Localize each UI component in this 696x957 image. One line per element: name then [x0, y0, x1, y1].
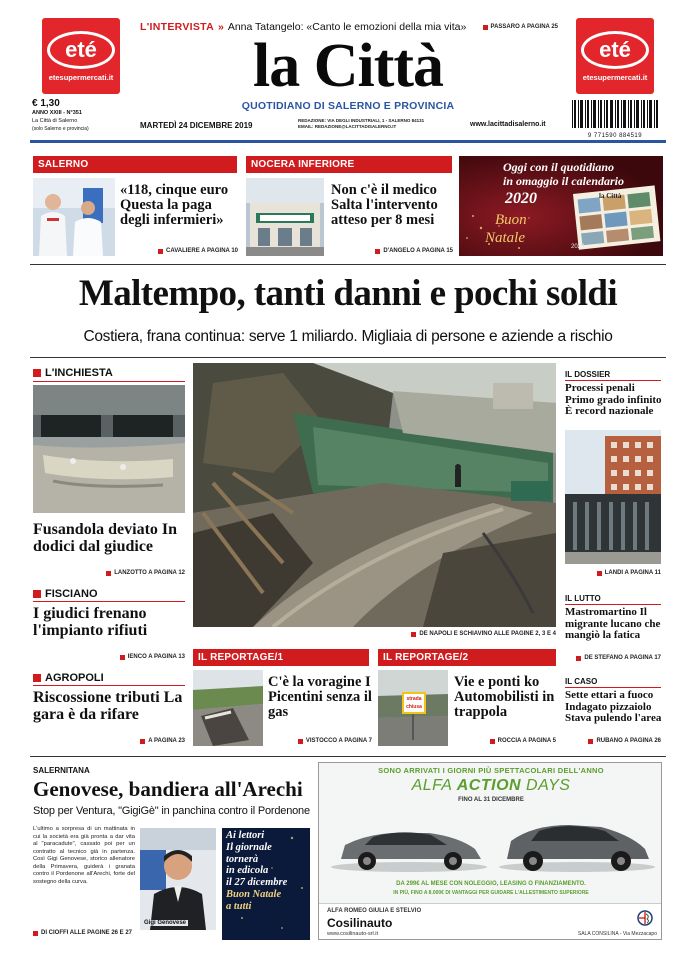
ete-logo-left-sub: etesupermercati.it: [48, 72, 114, 82]
ad-brand-c: DAYS: [526, 777, 571, 794]
promo-brand: la Città: [599, 192, 622, 200]
headline-lutto[interactable]: Mastromartino Il migrante lucano che mangiò la fatica: [565, 606, 661, 642]
issue-note: La Città di Salerno: [32, 118, 78, 124]
section-label-fisciano: FISCIANO: [33, 588, 98, 600]
section-label-reportage-2: IL REPORTAGE/2: [378, 649, 556, 666]
dossier-rule: [565, 380, 661, 381]
section-label-reportage-1: IL REPORTAGE/1: [193, 649, 369, 666]
address-line-1: REDAZIONE: VIA DEGLI INDUSTRIALI, 1 - SALERNO 84131: [298, 118, 425, 123]
ad-offer-2: IN PIÙ, FINO A 8.000€ DI VANTAGGI PER GUIDARE L'ALLESTIMENTO SUPERIORE: [393, 890, 589, 896]
photo-nurses: [33, 178, 115, 256]
headline-inchiesta[interactable]: Fusandola deviato In dodici dal giudice: [33, 521, 178, 555]
notice-box: [222, 828, 310, 940]
credit-inchiesta: LANZOTTO A PAGINA 12: [33, 570, 185, 576]
promo-year-small: 2020: [571, 244, 585, 250]
section-label-inchiesta: L'INCHIESTA: [33, 367, 113, 379]
ad-dealer: Cosilinauto: [327, 916, 393, 930]
ad-until: FINO AL 31 DICEMBRE: [458, 797, 524, 803]
credit-agropoli: A PAGINA 23: [33, 738, 185, 744]
ete-logo-right-text: eté: [581, 31, 649, 69]
issue-note-2: (solo Salerno e provincia): [32, 126, 89, 132]
promo-greeting-1: Buon: [495, 212, 527, 228]
section-label-salerno: SALERNO: [33, 156, 237, 173]
notice-line-6: Buon Natale: [226, 888, 282, 900]
masthead-website[interactable]: www.lacittadisalerno.it: [470, 121, 546, 128]
ad-brand-a: ALFA: [411, 777, 452, 794]
credit-dossier: LANDI A PAGINA 11: [565, 570, 661, 576]
promo-line-2: in omaggio il calendario: [503, 174, 625, 188]
section-label-nocera: NOCERA INFERIORE: [246, 156, 452, 173]
photo-hospital: [246, 178, 324, 256]
ete-logo-right[interactable]: [576, 18, 654, 94]
ad-footer: [319, 903, 662, 940]
ad-top-line: SONO ARRIVATI I GIORNI PIÙ SPETTACOLARI DELL'ANNO: [378, 766, 604, 775]
headline-dossier[interactable]: Processi penali Primo grado infinito È record nazionale: [565, 382, 662, 418]
notice-line-3: tornerà: [226, 853, 259, 865]
ete-logo-right-sub: etesupermercati.it: [582, 72, 648, 82]
ete-logo-left-text: eté: [47, 31, 115, 69]
notice-line-5: il 27 dicembre: [226, 877, 288, 888]
sign-text-1: strada: [406, 696, 422, 702]
masthead-title: la Città: [252, 32, 444, 100]
credit-nocera: D'ANGELO A PAGINA 15: [331, 248, 453, 254]
teaser-ref: PASSARO A PAGINA 25: [483, 24, 558, 30]
notice-line-7: a tutti: [226, 900, 252, 912]
masthead-rule: [30, 140, 666, 143]
ad-brand-b: ACTION: [456, 777, 522, 794]
promo-greeting-2: Natale: [485, 230, 525, 246]
photo-genovese: [140, 828, 216, 930]
photo-sinkhole: [193, 670, 263, 746]
credit-sport: DI CIOFFI ALLE PAGINE 26 E 27: [33, 930, 135, 936]
sport-body: L'ultimo a sorpresa di un mattinata in cui la società era già pronta a dar vita al "paracadute", cassato poi per un contratto al tecnico già in partenza. Così Gigi Genovese, storico allenatore della Primavera, guiderà i granata contro il Pordenone all'Arechi, forte del sostegno della curva.: [33, 826, 135, 885]
sign-text-2: chiusa: [406, 704, 422, 710]
section-label-lutto: IL LUTTO: [565, 594, 601, 603]
headline-nocera[interactable]: Non c'è il medico Salta l'intervento atteso per 8 mesi: [331, 182, 438, 229]
masthead-date: MARTEDÌ 24 DICEMBRE 2019: [140, 121, 253, 130]
issue-number: ANNO XXIII - N°351: [32, 110, 82, 116]
promo-line-1: Oggi con il quotidiano: [503, 160, 615, 174]
lead-rule: [30, 357, 666, 358]
promo-calendar[interactable]: [459, 156, 663, 256]
lutto-rule: [565, 604, 661, 605]
ad-cars: [319, 805, 662, 875]
photo-caption-genovese: Gigi Genovese: [144, 920, 187, 926]
section-label-agropoli: AGROPOLI: [33, 672, 104, 684]
headline-reportage-1[interactable]: C'è la voragine I Picentini senza il gas: [268, 674, 372, 721]
lead-headline[interactable]: Maltempo, tanti danni e pochi soldi: [78, 273, 618, 314]
credit-reportage-1: VISTOCCO A PAGINA 7: [268, 738, 372, 744]
price: € 1,30: [32, 98, 60, 109]
masthead-subtitle: QUOTIDIANO DI SALERNO E PROVINCIA: [241, 100, 455, 112]
credit-reportage-2: ROCCIA A PAGINA 5: [454, 738, 556, 744]
ad-dealer-city: SALA CONSILINA - Via Mezzacapo: [577, 931, 657, 937]
headline-caso[interactable]: Sette ettari a fuoco Indagato pizzaiolo Stava pulendo l'area: [565, 689, 662, 725]
ad-alfa-romeo[interactable]: [318, 762, 662, 940]
inchiesta-rule: [33, 381, 185, 382]
agropoli-rule: [33, 685, 185, 686]
photo-courthouse: [565, 430, 661, 564]
ad-offer: DA 299€ AL MESE CON NOLEGGIO, LEASING O FINANZIAMENTO.: [396, 881, 586, 887]
ad-models: ALFA ROMEO GIULIA E STELVIO: [327, 908, 422, 914]
top-row-rule: [30, 264, 666, 265]
teaser-label: L'INTERVISTA: [140, 21, 214, 33]
barcode-icon: [570, 100, 660, 128]
headline-salerno[interactable]: «118, cinque euro Questa la paga degli infermieri»: [120, 182, 229, 229]
teaser-arrows-icon: »: [217, 21, 224, 33]
lead-subhead: Costiera, frana continua: serve 1 miliardo. Migliaia di persone e aziende a rischio: [83, 328, 613, 345]
section-label-caso: IL CASO: [565, 677, 598, 686]
lead-photo-landslide[interactable]: [193, 363, 556, 627]
headline-agropoli[interactable]: Riscossione tributi La gara è da rifare: [33, 689, 183, 723]
photo-closed-road: [378, 670, 448, 746]
ad-brand-line: [319, 777, 662, 795]
credit-lead-photo: DE NAPOLI E SCHIAVINO ALLE PAGINE 2, 3 E 4: [380, 631, 556, 637]
section-label-salernitana: SALERNITANA: [33, 766, 90, 775]
headline-reportage-2[interactable]: Vie e ponti ko Automobilisti in trappola: [454, 674, 555, 721]
subhead-sport: Stop per Ventura, "GigiGè" in panchina contro il Pordenone: [33, 805, 310, 817]
middle-rule: [30, 756, 666, 757]
ete-logo-left[interactable]: [42, 18, 120, 94]
notice-text: [226, 830, 308, 912]
credit-lutto: DE STEFANO A PAGINA 17: [565, 655, 661, 661]
headline-sport[interactable]: Genovese, bandiera all'Arechi: [33, 777, 303, 801]
fisciano-rule: [33, 601, 185, 602]
notice-line-1: Ai lettori: [226, 830, 265, 841]
notice-line-2: Il giornale: [226, 841, 272, 853]
credit-caso: RUBANO A PAGINA 26: [565, 738, 661, 744]
barcode-number: 9 771590 884519: [587, 133, 643, 139]
barcode: [570, 100, 660, 139]
headline-fisciano[interactable]: I giudici frenano l'impianto rifiuti: [33, 605, 148, 639]
ad-dealer-web[interactable]: www.cosilinauto-srl.it: [327, 931, 379, 937]
section-label-dossier: IL DOSSIER: [565, 370, 611, 379]
address-line-2: EMAIL: REDAZIONE@LACITTADISALERNO.IT: [298, 124, 397, 130]
photo-culvert: [33, 385, 185, 513]
notice-line-4: in edicola: [226, 865, 269, 877]
promo-year: 2020: [505, 190, 537, 207]
teaser-text: Anna Tatangelo: «Canto le emozioni della mia vita»: [227, 21, 467, 33]
credit-fisciano: IENCO A PAGINA 13: [33, 654, 185, 660]
caso-rule: [565, 687, 661, 688]
alfa-romeo-logo-icon: [637, 910, 653, 926]
masthead-address: [298, 118, 438, 131]
credit-salerno: CAVALIERE A PAGINA 10: [120, 248, 238, 254]
